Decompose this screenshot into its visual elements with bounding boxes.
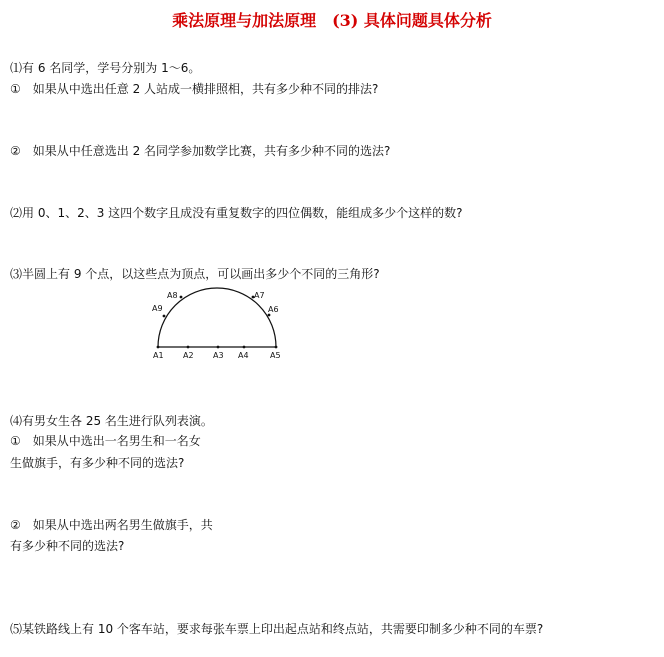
label-a1: A1: [153, 351, 164, 360]
label-a2: A2: [183, 351, 194, 360]
point-a2: [187, 346, 190, 349]
label-a8: A8: [167, 291, 178, 300]
question-5: ⑸某铁路线上有 10 个客车站，要求每张车票上印出起点站和终点站，共需要印制多少种不同的车票?: [10, 622, 544, 636]
point-a6: [268, 314, 271, 317]
question-4-intro: ⑷有男女生各 25 名生进行队列表演。: [10, 414, 213, 428]
label-a6: A6: [268, 305, 279, 314]
question-1-intro: ⑴有 6 名同学，学号分别为 1～6。: [10, 61, 201, 75]
question-1-part-2: ② 如果从中任意选出 2 名同学参加数学比赛，共有多少种不同的选法?: [10, 144, 391, 158]
question-2: ⑵用 0、1、2、3 这四个数字且成没有重复数字的四位偶数，能组成多少个这样的数?: [10, 206, 463, 220]
point-a3: [217, 346, 220, 349]
point-a1: [157, 346, 160, 349]
question-3: ⑶半圆上有 9 个点，以这些点为顶点，可以画出多少个不同的三角形?: [10, 267, 380, 281]
question-4-part-2-line-2: 有多少种不同的选法?: [10, 539, 125, 553]
point-a5: [275, 346, 278, 349]
point-a8: [180, 296, 183, 299]
question-1-part-1: ① 如果从中选出任意 2 人站成一横排照相，共有多少种不同的排法?: [10, 82, 379, 96]
semicircle-diagram: [148, 283, 298, 363]
question-4-part-1-line-1: ① 如果从中选出一名男生和一名女: [10, 434, 201, 448]
point-a4: [243, 346, 246, 349]
question-4-part-2-line-1: ② 如果从中选出两名男生做旗手，共: [10, 518, 213, 532]
label-a5: A5: [270, 351, 281, 360]
label-a3: A3: [213, 351, 224, 360]
question-4-part-1-line-2: 生做旗手，有多少种不同的选法?: [10, 456, 185, 470]
point-a9: [163, 315, 166, 318]
page-title: 乘法原理与加法原理 (3) 具体问题具体分析: [172, 11, 492, 30]
label-a9: A9: [152, 304, 163, 313]
label-a4: A4: [238, 351, 249, 360]
label-a7: A7: [254, 291, 265, 300]
